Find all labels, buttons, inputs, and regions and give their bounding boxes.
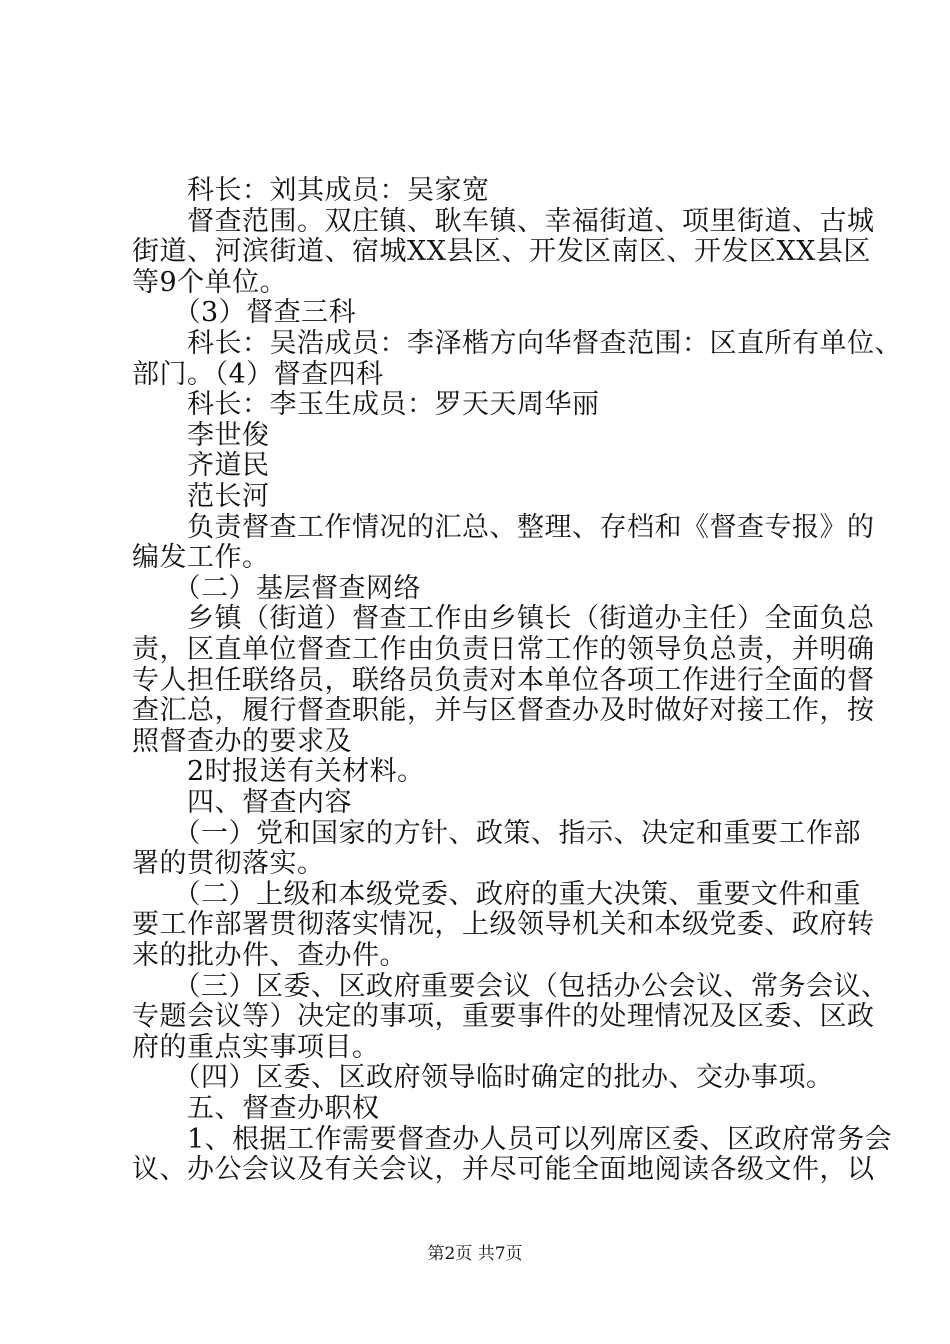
text-line: 科长：吴浩成员：李泽楷方向华督查范围：区直所有单位、 [132, 328, 902, 359]
text-line: 部门。（4）督查四科 [132, 358, 384, 390]
text-line: 责，区直单位督查工作由负责日常工作的领导负总责，并明确 [132, 634, 875, 665]
text-line: （三）区委、区政府重要会议（包括办公会议、常务会议、 [132, 970, 889, 1002]
text-line: 四、督查内容 [132, 787, 352, 818]
text-line: 李世俊 [132, 419, 270, 451]
text-line: 乡镇（街道）督查工作由乡镇长（街道办主任）全面负总 [132, 603, 875, 635]
text-line: 专题会议等）决定的事项，重要事件的处理情况及区委、区政 [132, 1001, 875, 1033]
text-line: 科长：李玉生成员：罗天天周华丽 [132, 389, 600, 421]
text-line: 议、办公会议及有关会议，并尽可能全面地阅读各级文件，以 [132, 1154, 875, 1186]
text-line: 要工作部署贯彻落实情况，上级领导机关和本级党委、政府转 [132, 909, 875, 941]
text-line: （四）区委、区政府领导临时确定的批办、交办事项。 [132, 1062, 834, 1094]
text-line: 查汇总，履行督查职能，并与区督查办及时做好对接工作，按 [132, 695, 875, 727]
text-line: 来的批办件、查办件。 [132, 940, 407, 971]
text-line: 府的重点实事项目。 [132, 1031, 380, 1063]
text-line: （一）党和国家的方针、政策、指示、决定和重要工作部 [132, 817, 861, 849]
text-line: 督查范围。双庄镇、耿车镇、幸福街道、项里街道、古城 [132, 205, 875, 237]
text-line: （二）上级和本级党委、政府的重大决策、重要文件和重 [132, 878, 861, 910]
text-line: 科长：刘其成员：吴家宽 [132, 175, 490, 206]
text-line: 五、督查办职权 [132, 1093, 380, 1124]
text-line: 街道、河滨街道、宿城XX县区、开发区南区、开发区XX县区 [132, 236, 871, 268]
text-line: 编发工作。 [132, 542, 270, 574]
page-footer: 第2页 共7页 [427, 1244, 523, 1264]
text-line: 齐道民 [132, 450, 270, 482]
text-line: 照督查办的要求及 [132, 725, 352, 757]
text-line: 负责督查工作情况的汇总、整理、存档和《督查专报》的 [132, 511, 875, 543]
text-line: 专人担任联络员，联络员负责对本单位各项工作进行全面的督 [132, 664, 875, 696]
text-line: 2时报送有关材料。 [132, 756, 425, 788]
text-line: （3）督查三科 [132, 297, 357, 329]
text-line: 1、根据工作需要督查办人员可以列席区委、区政府常务会 [132, 1123, 893, 1155]
text-line: 署的贯彻落实。 [132, 848, 325, 880]
text-line: 等9个单位。 [132, 266, 288, 298]
text-line: （二）基层督查网络 [132, 572, 421, 604]
text-line: 范长河 [132, 481, 270, 512]
